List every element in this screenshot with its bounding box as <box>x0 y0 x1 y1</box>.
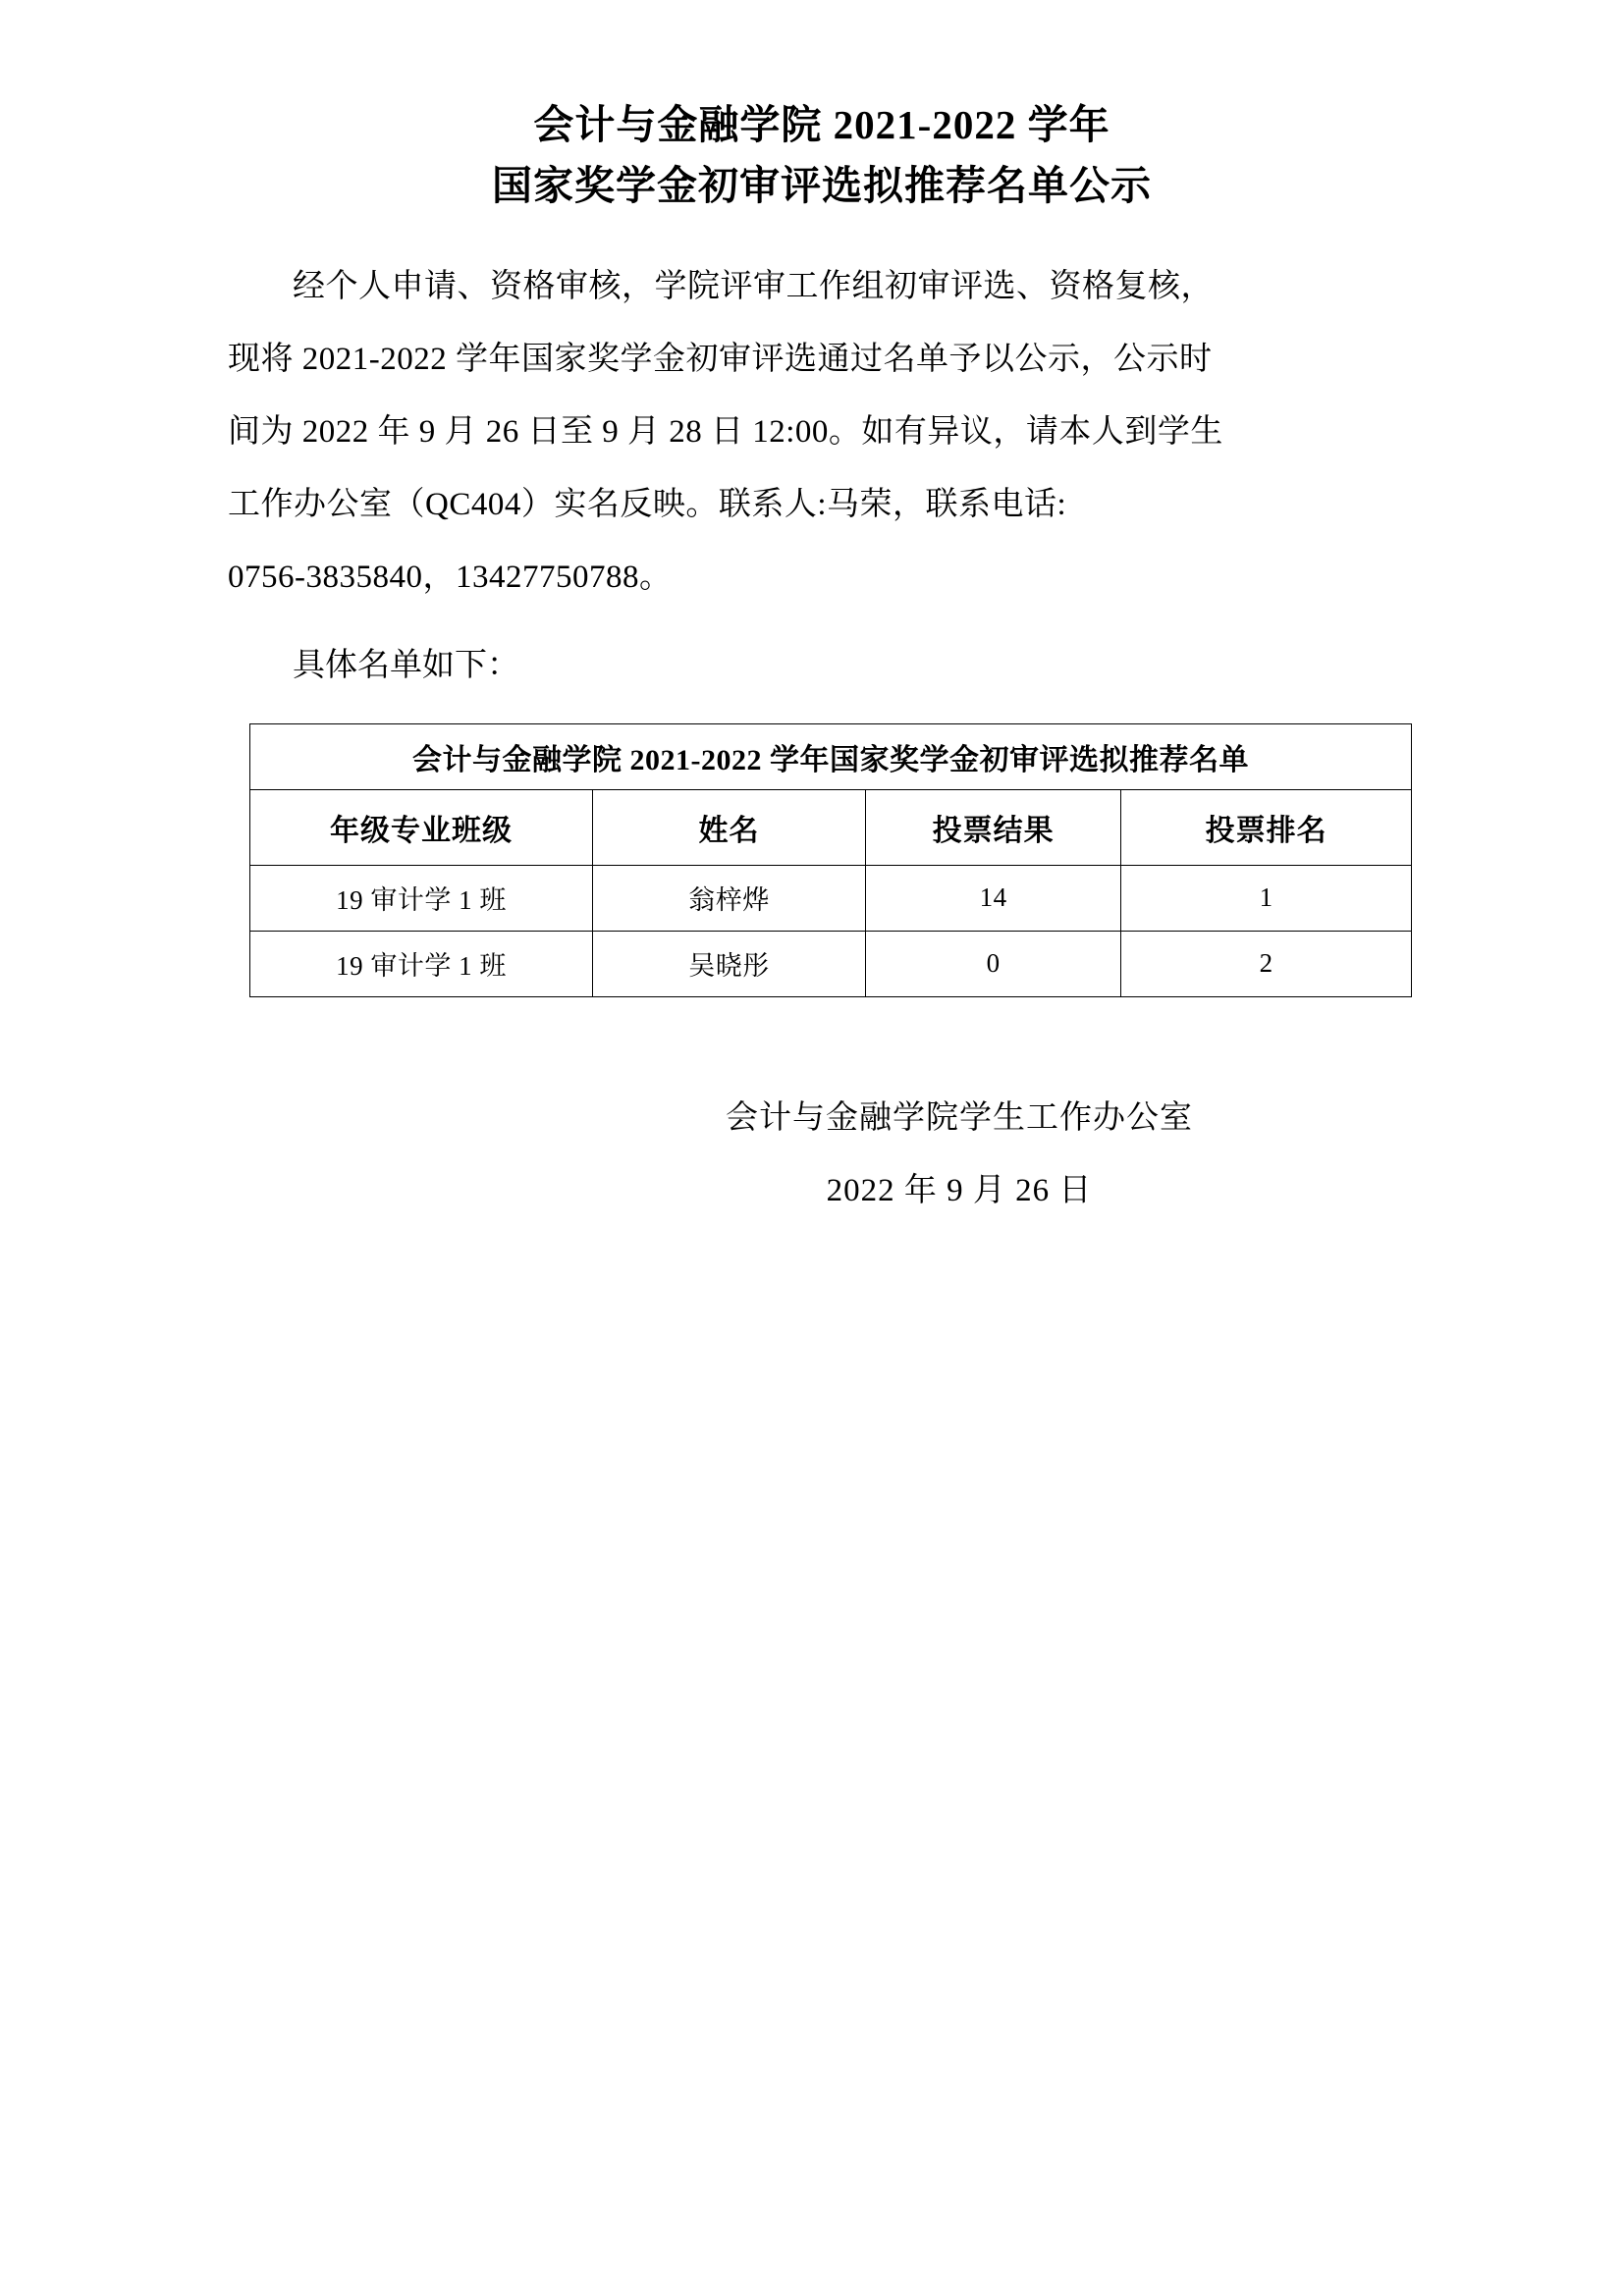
signature-block <box>228 1082 1416 1227</box>
body-line-3: 间为 2022 年 9 月 26 日至 9 月 28 日 12:00。如有异议，请本人到学生 <box>228 413 1223 450</box>
table-caption-row <box>250 723 1412 789</box>
table-row <box>250 931 1412 996</box>
column-header-class: 年级专业班级 <box>250 789 593 865</box>
page-title <box>228 94 1416 217</box>
table-row <box>250 865 1412 931</box>
title-line-2: 国家奖学金初审评选拟推荐名单公示 <box>492 163 1152 209</box>
list-intro-text: 具体名单如下： <box>293 647 519 683</box>
document-content <box>228 94 1416 1227</box>
body-line-5: 0756-3835840，13427750788。 <box>228 559 673 595</box>
title-line-1: 会计与金融学院 2021-2022 学年 <box>533 102 1110 147</box>
column-header-vote-rank: 投票排名 <box>1121 789 1412 865</box>
body-line-1: 经个人申请、资格审核，学院评审工作组初审评选、资格复核， <box>293 268 1214 304</box>
recommendation-table-wrapper <box>249 723 1412 997</box>
cell-name: 翁梓烨 <box>592 865 865 931</box>
column-header-vote-result: 投票结果 <box>865 789 1120 865</box>
cell-class: 19 审计学 1 班 <box>250 865 593 931</box>
table-caption: 会计与金融学院 2021-2022 学年国家奖学金初审评选拟推荐名单 <box>250 723 1412 789</box>
cell-class: 19 审计学 1 班 <box>250 931 593 996</box>
body-line-4: 工作办公室（QC404）实名反映。联系人:马荣，联系电话: <box>228 486 1067 522</box>
column-header-name: 姓名 <box>592 789 865 865</box>
cell-vote-rank: 2 <box>1121 931 1412 996</box>
body-line-2: 现将 2021-2022 学年国家奖学金初审评选通过名单予以公示，公示时 <box>228 341 1213 377</box>
cell-vote-result: 0 <box>865 931 1120 996</box>
recommendation-table <box>249 723 1412 997</box>
signature-date: 2022 年 9 月 26 日 <box>826 1172 1093 1208</box>
cell-vote-result: 14 <box>865 865 1120 931</box>
announcement-body <box>228 250 1416 702</box>
table-header-row <box>250 789 1412 865</box>
signature-organization: 会计与金融学院学生工作办公室 <box>726 1099 1193 1136</box>
cell-name: 吴晓彤 <box>592 931 865 996</box>
cell-vote-rank: 1 <box>1121 865 1412 931</box>
